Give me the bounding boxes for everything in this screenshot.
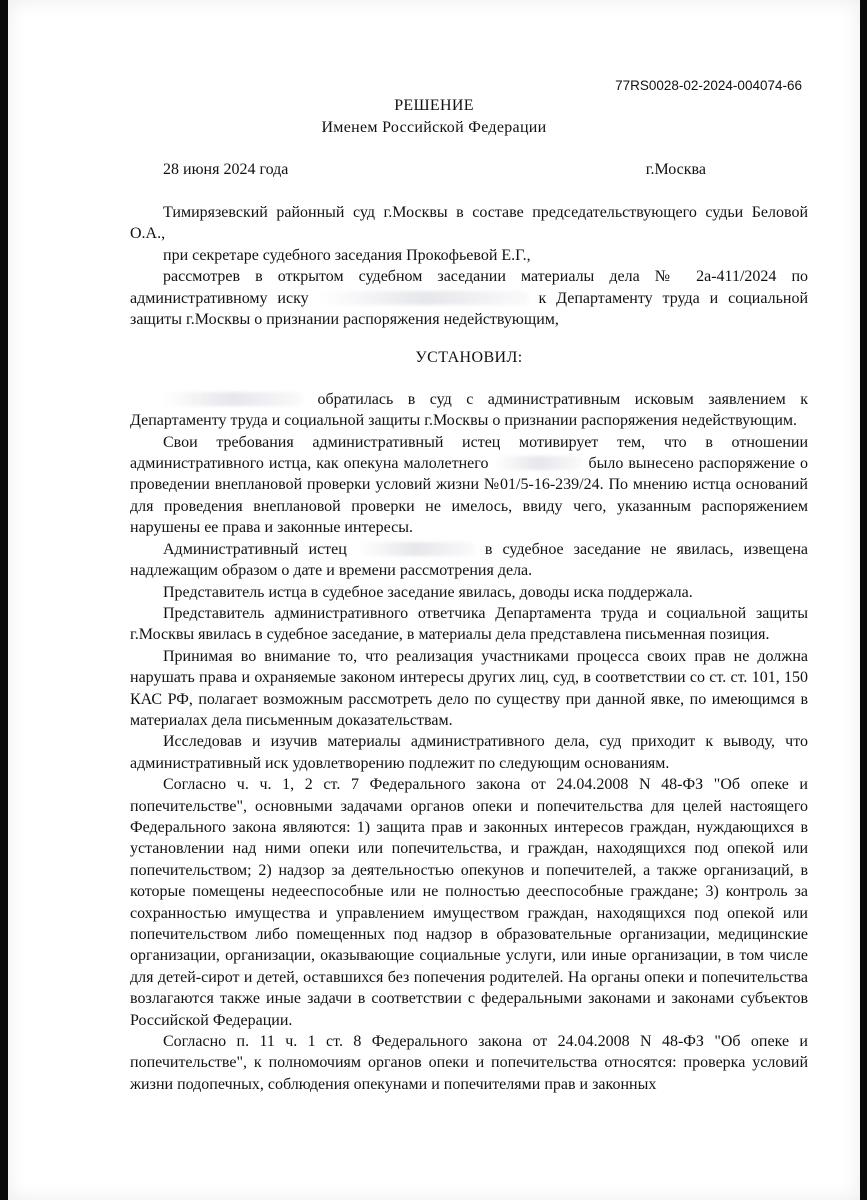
paragraph-text: в судебное заседание не явилась, извещена надлежащим образом о дате и времени рассмотрения дела. xyxy=(130,540,809,580)
intro-text: рассмотрев в открытом судебном заседании материалы дела № 2а-411/2024 по административному иску xyxy=(130,268,808,307)
paragraph xyxy=(130,432,808,539)
paragraph: Согласно ч. ч. 1, 2 ст. 7 Федерального закона от 24.04.2008 N 48-ФЗ "Об опеке и попечительстве", основными задачами органов опеки и попечительства для целей настоящего Федерального закона являются: 1) защита прав и законных интересов граждан, нуждающихся в установлении над ними опеки или попечительства, и граждан, находящихся под опекой или попечительством; 2) надзор за деятельностью опекунов и попечителей, а также организаций, в которые помещены недееспособные или не полностью дееспособные граждане; 3) контроль за сохранностью имущества и управлением имуществом граждан, находящихся под опекой или попечительством либо помещенных под надзор в образовательные организации, медицинские организации, организации, оказывающие социальные услуги, или иные организации, в том числе для детей-сирот и детей, оставшихся без попечения родителей. На органы опеки и попечительства возлагаются также иные задачи в соответствии с федеральными законами и законами субъектов Российской Федерации. xyxy=(130,776,808,1029)
redacted-name xyxy=(493,456,583,470)
decision-city: г.Москва xyxy=(645,161,706,178)
intro-paragraph: при секретаре судебного заседания Прокофьевой Е.Г., xyxy=(163,246,531,264)
intro-paragraph: Тимирязевский районный суд г.Москвы в составе председательствующего судьи Беловой О.А., xyxy=(130,204,808,243)
paragraph: Представитель истца в судебное заседание явилась, доводы иска поддержала. xyxy=(163,583,693,601)
redacted-name xyxy=(357,542,475,556)
section-heading: УСТАНОВИЛ: xyxy=(415,349,523,367)
case-number: 77RS0028-02-2024-004074-66 xyxy=(615,78,802,93)
paragraph-text: Административный истец xyxy=(163,540,347,558)
redacted-name xyxy=(163,392,303,406)
paragraph: Согласно п. 11 ч. 1 ст. 8 Федерального закона от 24.04.2008 N 48-ФЗ "Об опеке и попечительстве", к полномочиям органов опеки и попечительства относятся: проверка условий жизни подопечных, соблюдения опекунами и попечителями прав и законных xyxy=(130,1033,808,1093)
decision-date: 28 июня 2024 года xyxy=(163,161,289,178)
document-subtitle: Именем Российской Федерации xyxy=(321,119,547,136)
paragraph-text: обратилась в суд с административным исковым заявлением к Департаменту труда и социальной защиты г.Москвы о признании распоряжения недействующим. xyxy=(130,390,809,430)
paragraph: Принимая во внимание то, что реализация участниками процесса своих прав не должна нарушать права и охраняемые законом интересы других лиц, суд, в соответствии со ст. ст. 101, 150 КАС РФ, полагает возможным рассмотреть дело по существу при данной явке, по имеющимся в материалах дела письменным доказательствам. xyxy=(130,647,808,729)
paragraph-text: Свои требования административный истец мотивирует тем, что в отношении административного истца, как опекуна малолетнего xyxy=(130,433,808,473)
document-page xyxy=(8,0,860,1200)
paragraph: Представитель административного ответчика Департамента труда и социальной защиты г.Москвы явилась в судебное заседание, в материалы дела представлена письменная позиция. xyxy=(130,604,808,644)
document-body xyxy=(130,202,808,1095)
paragraph: Исследовав и изучив материалы административного дела, суд приходит к выводу, что административный иск удовлетворению подлежит по следующим основаниям. xyxy=(130,733,808,772)
intro-text: к Департаменту труда и социальной защиты г.Москвы о признании распоряжения недействующим, xyxy=(130,289,809,329)
paragraph xyxy=(130,389,808,432)
paragraph xyxy=(130,539,808,582)
redacted-name xyxy=(319,291,529,305)
document-title: РЕШЕНИЕ xyxy=(394,97,474,114)
intro-paragraph xyxy=(130,266,808,330)
paragraph-text: было вынесено распоряжение о проведении внеплановой проверки условий жизни №01/5-16-239/24. По мнению истца оснований для проведения внеплановой проверки не имелось, ввиду чего, указанным распоряжением нарушены ее права и законные интересы. xyxy=(130,455,809,537)
date-line xyxy=(163,161,706,179)
